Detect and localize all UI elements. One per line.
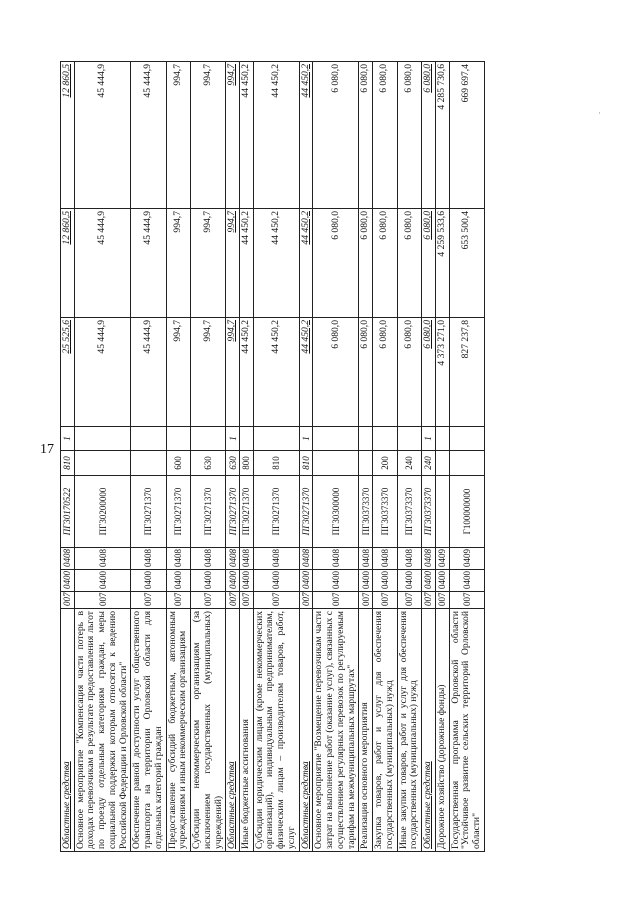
cell-vr: 240	[422, 451, 436, 476]
cell-rz: 0400	[226, 570, 240, 592]
cell-v2023: 827 237,8	[449, 318, 484, 427]
cell-v2025: 6 080,0	[313, 62, 359, 209]
table-row	[313, 62, 359, 852]
table-row	[422, 62, 436, 852]
cell-pr: 0408	[131, 548, 166, 570]
cell-note	[373, 427, 397, 451]
cell-name: Иные закупки товаров, работ и услуг для обеспечения государственных (муниципальных) нужд	[397, 609, 421, 852]
cell-ved: 007	[422, 592, 436, 609]
cell-csr: Г100000000	[449, 476, 484, 548]
cell-v2024: 45 444,9	[74, 209, 131, 318]
cell-pr: 0408	[313, 548, 359, 570]
cell-v2024: 4 259 533,6	[435, 209, 449, 318]
cell-ved: 007	[313, 592, 359, 609]
cell-v2025: 994,7	[226, 62, 240, 209]
cell-v2023: 6 080,0	[359, 318, 373, 427]
cell-rz: 0400	[253, 570, 299, 592]
cell-name: Закупка товаров, работ и услуг для обеспечения государственных (муниципальных) нужд	[373, 609, 397, 852]
cell-note	[449, 427, 484, 451]
cell-v2023: 6 080,0	[397, 318, 421, 427]
cell-ved: 007	[449, 592, 484, 609]
cell-ved: 007	[240, 592, 254, 609]
cell-v2023: 994,7	[226, 318, 240, 427]
cell-note	[435, 427, 449, 451]
cell-v2025: 6 080,0	[397, 62, 421, 209]
cell-name: Субсидии юридическим лицам (кроме некоммерческих организаций), индивидуальным предпринимателям, физическим лицам – производителям товаров, работ, услуг	[253, 609, 299, 852]
table-row	[397, 62, 421, 852]
cell-v2023: 44 450,2	[240, 318, 254, 427]
cell-rz: 0400	[191, 570, 226, 592]
cell-name: Реализация основного мероприятия	[359, 609, 373, 852]
page-number: 17	[40, 442, 54, 457]
cell-v2025: 6 080,0	[422, 62, 436, 209]
cell-name: Предоставление субсидий бюджетным, автономным учреждениям и иным некоммерческим организациям	[166, 609, 190, 852]
cell-vr: 810	[61, 451, 75, 476]
cell-ved: 007	[166, 592, 190, 609]
cell-note: 1	[61, 427, 75, 451]
cell-rz: 0400	[359, 570, 373, 592]
cell-note	[240, 427, 254, 451]
cell-pr: 0408	[253, 548, 299, 570]
cell-pr: 0408	[240, 548, 254, 570]
cell-v2025: 44 450,2	[240, 62, 254, 209]
cell-v2023: 45 444,9	[131, 318, 166, 427]
cell-ved: 007	[191, 592, 226, 609]
cell-v2024: 994,7	[191, 209, 226, 318]
cell-csr: ПГ30271370	[226, 476, 240, 548]
cell-v2024: 44 450,2	[299, 209, 313, 318]
cell-note: 1	[422, 427, 436, 451]
cell-pr: 0408	[397, 548, 421, 570]
cell-ved: 007	[61, 592, 75, 609]
cell-vr: 800	[240, 451, 254, 476]
table-row	[74, 62, 131, 852]
cell-csr: ПГ30271370	[191, 476, 226, 548]
cell-pr: 0408	[166, 548, 190, 570]
cell-v2024: 6 080,0	[359, 209, 373, 318]
cell-name: Основное мероприятие "Компенсация части потерь в доходах перевозчикам в результате предоставления льгот по проезду отдельным категориям граждан, меры социальной поддержки которым относятся к ведению Российской Федерации и Орловской области"	[74, 609, 131, 852]
cell-v2023: 44 450,2	[253, 318, 299, 427]
cell-csr: ПГ30200000	[74, 476, 131, 548]
cell-v2024: 6 080,0	[313, 209, 359, 318]
cell-v2024: 994,7	[226, 209, 240, 318]
cell-v2023: 4 373 271,0	[435, 318, 449, 427]
cell-vr: 630	[226, 451, 240, 476]
cell-pr: 0408	[359, 548, 373, 570]
cell-note	[166, 427, 190, 451]
cell-v2024: 44 450,2	[240, 209, 254, 318]
cell-ved: 007	[74, 592, 131, 609]
rotated-table-container	[60, 62, 485, 852]
cell-csr	[435, 476, 449, 548]
cell-vr	[74, 451, 131, 476]
cell-name: Государственная программа Орловской области "Устойчивое развитие сельских территорий Орловской области"	[449, 609, 484, 852]
cell-v2025: 44 450,2	[253, 62, 299, 209]
cell-pr: 0408	[191, 548, 226, 570]
cell-v2024: 12 860,5	[61, 209, 75, 318]
cell-v2025: 6 080,0	[373, 62, 397, 209]
cell-name: Иные бюджетные ассигнования	[240, 609, 254, 852]
cell-name: Субсидии некоммерческим организациям (за исключением государственных (муниципальных) учреждений)	[191, 609, 226, 852]
cell-v2023: 44 450,2	[299, 318, 313, 427]
cell-vr	[435, 451, 449, 476]
cell-v2023: 45 444,9	[74, 318, 131, 427]
cell-ved: 007	[253, 592, 299, 609]
cell-v2024: 6 080,0	[422, 209, 436, 318]
cell-name: Областные средства	[422, 609, 436, 852]
table-row	[449, 62, 484, 852]
cell-csr: ПГ30373370	[359, 476, 373, 548]
cell-name: Основное мероприятие "Возмещение перевозчикам части затрат на выполнение работ (оказание услуг), связанных с осуществлением регулярных перевозок по регулируемым тарифам на межмуниципальных маршрутах"	[313, 609, 359, 852]
table-row	[373, 62, 397, 852]
cell-v2025: 994,7	[191, 62, 226, 209]
cell-csr: ПГ30271370	[253, 476, 299, 548]
cell-v2025: 6 080,0	[359, 62, 373, 209]
cell-ved: 007	[435, 592, 449, 609]
cell-v2024: 45 444,9	[131, 209, 166, 318]
cell-ved: 007	[226, 592, 240, 609]
cell-v2024: 6 080,0	[397, 209, 421, 318]
cell-pr: 0409	[435, 548, 449, 570]
cell-rz: 0400	[74, 570, 131, 592]
cell-pr: 0408	[74, 548, 131, 570]
cell-vr: 630	[191, 451, 226, 476]
margin-mark: ·	[598, 108, 601, 118]
cell-csr: ПГ30300000	[313, 476, 359, 548]
cell-rz: 0400	[373, 570, 397, 592]
table-row	[61, 62, 75, 852]
cell-name: Дорожное хозяйство (дорожные фонды)	[435, 609, 449, 852]
cell-v2023: 994,7	[191, 318, 226, 427]
cell-rz: 0400	[131, 570, 166, 592]
cell-v2025: 994,7	[166, 62, 190, 209]
cell-ved: 007	[373, 592, 397, 609]
table-body	[61, 62, 485, 852]
cell-vr: 810	[253, 451, 299, 476]
cell-rz: 0400	[397, 570, 421, 592]
table-row	[166, 62, 190, 852]
cell-name: Областные средства	[61, 609, 75, 852]
cell-v2025: 4 285 730,6	[435, 62, 449, 209]
cell-note	[191, 427, 226, 451]
cell-v2024: 6 080,0	[373, 209, 397, 318]
cell-pr: 0408	[226, 548, 240, 570]
cell-v2025: 669 697,4	[449, 62, 484, 209]
cell-vr	[359, 451, 373, 476]
cell-rz: 0400	[422, 570, 436, 592]
cell-v2025: 12 860,5	[61, 62, 75, 209]
table-row	[299, 62, 313, 852]
cell-rz: 0400	[313, 570, 359, 592]
cell-v2023: 994,7	[166, 318, 190, 427]
budget-table	[60, 61, 485, 852]
cell-name: Областные средства	[226, 609, 240, 852]
cell-vr	[313, 451, 359, 476]
cell-csr: ПГ30271370	[299, 476, 313, 548]
cell-pr: 0408	[373, 548, 397, 570]
cell-v2023: 6 080,0	[313, 318, 359, 427]
table-row	[240, 62, 254, 852]
table-row	[435, 62, 449, 852]
table-row	[226, 62, 240, 852]
cell-v2024: 994,7	[166, 209, 190, 318]
cell-v2023: 6 080,0	[373, 318, 397, 427]
cell-ved: 007	[299, 592, 313, 609]
cell-csr: ПГ30271370	[240, 476, 254, 548]
cell-note	[313, 427, 359, 451]
cell-name: Обеспечение равной доступности услуг общественного транспорта на территории Орловской области для отдельных категорий граждан	[131, 609, 166, 852]
cell-csr: ПГ30271370	[131, 476, 166, 548]
table-row	[253, 62, 299, 852]
cell-vr	[131, 451, 166, 476]
cell-note	[397, 427, 421, 451]
cell-vr: 240	[397, 451, 421, 476]
cell-vr: 810	[299, 451, 313, 476]
cell-ved: 007	[397, 592, 421, 609]
cell-v2025: 45 444,9	[131, 62, 166, 209]
cell-v2025: 44 450,2	[299, 62, 313, 209]
cell-note	[253, 427, 299, 451]
cell-pr: 0409	[449, 548, 484, 570]
cell-ved: 007	[131, 592, 166, 609]
cell-rz: 0400	[449, 570, 484, 592]
cell-v2023: 6 080,0	[422, 318, 436, 427]
cell-note	[359, 427, 373, 451]
cell-note: 1	[226, 427, 240, 451]
cell-note	[74, 427, 131, 451]
cell-note: 1	[299, 427, 313, 451]
cell-rz: 0400	[240, 570, 254, 592]
cell-note	[131, 427, 166, 451]
cell-name: Областные средства	[299, 609, 313, 852]
cell-rz: 0400	[61, 570, 75, 592]
cell-vr: 200	[373, 451, 397, 476]
table-row	[191, 62, 226, 852]
cell-vr	[449, 451, 484, 476]
cell-pr: 0408	[61, 548, 75, 570]
cell-v2023: 25 525,6	[61, 318, 75, 427]
cell-rz: 0400	[435, 570, 449, 592]
cell-csr: ПГ30373370	[397, 476, 421, 548]
cell-pr: 0408	[299, 548, 313, 570]
cell-v2024: 653 500,4	[449, 209, 484, 318]
cell-csr: ПГ30373370	[373, 476, 397, 548]
cell-vr: 600	[166, 451, 190, 476]
cell-ved: 007	[359, 592, 373, 609]
cell-csr: ПГ30271370	[166, 476, 190, 548]
cell-rz: 0400	[166, 570, 190, 592]
cell-csr: ПГ30170522	[61, 476, 75, 548]
cell-pr: 0408	[422, 548, 436, 570]
cell-rz: 0400	[299, 570, 313, 592]
cell-csr: ПГ30373370	[422, 476, 436, 548]
table-row	[131, 62, 166, 852]
cell-v2024: 44 450,2	[253, 209, 299, 318]
cell-v2025: 45 444,9	[74, 62, 131, 209]
table-row	[359, 62, 373, 852]
